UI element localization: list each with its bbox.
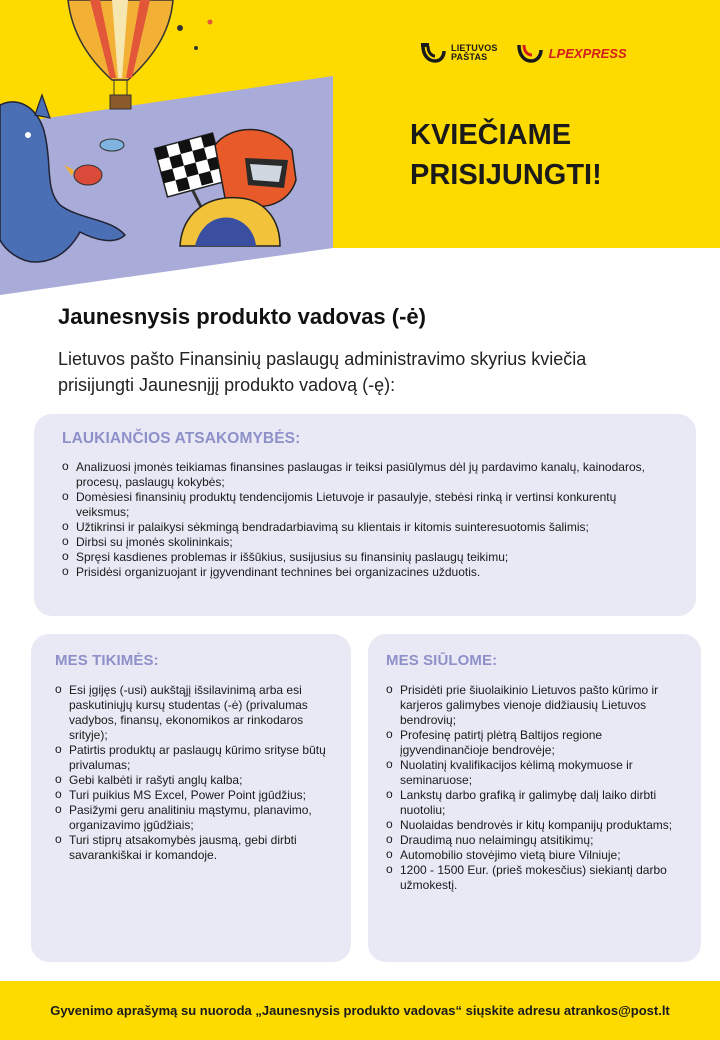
footer-bar	[0, 981, 720, 1040]
logo-lp-line1: LIETUVOS	[451, 43, 498, 53]
list-item: o Patirtis produktų ar paslaugų kūrimo srityse būtų privalumas;	[55, 743, 331, 773]
lpexpress-logo-text: LPEXPRESS	[548, 45, 627, 61]
list-item: o Užtikrinsi ir palaikysi sėkmingą bendradarbiavimą su klientais ir kitomis suinteresuotomis šalimis;	[62, 520, 668, 535]
offer-heading: MES SIŪLOME:	[386, 652, 498, 669]
list-item: o Esi įgijęs (-usi) aukštąjį išsilavinimą arba esi paskutiniųjų kursų studentas (-ė) (privalumas vadybos, finansų, ekonomikos ar rinkodaros srityje);	[55, 683, 331, 743]
list-item: o Pasižymi geru analitiniu mąstymu, planavimo, organizavimo įgūdžiais;	[55, 803, 331, 833]
post-horn-icon	[420, 42, 446, 64]
logo-lp-line2: PAŠTAS	[451, 52, 488, 62]
fish-illustration	[100, 139, 124, 151]
list-item: o Prisidėsi organizuojant ir įgyvendinant technines bei organizacines užduotis.	[62, 565, 668, 580]
hero-headline	[410, 115, 700, 195]
responsibilities-heading: LAUKIANČIOS ATSAKOMYBĖS:	[62, 430, 301, 447]
headline-line2: PRISIJUNGTI!	[410, 159, 602, 191]
lietuvos-pastas-logo	[420, 42, 498, 64]
responsibilities-card	[34, 414, 696, 616]
list-item: o Automobilio stovėjimo vietą biure Vilniuje;	[386, 848, 683, 863]
balloon-illustration	[68, 0, 173, 109]
list-item: o Prisidėti prie šiuolaikinio Lietuvos pašto kūrimo ir karjeros galimybes vienoje didžiausių Lietuvos bendrovių;	[386, 683, 683, 728]
list-item: o Turi puikius MS Excel, Power Point įgūdžius;	[55, 788, 331, 803]
job-intro: Lietuvos pašto Finansinių paslaugų administravimo skyrius kviečia prisijungti Jaunesnįjį produkto vadovą (-ę):	[58, 349, 587, 395]
list-item: o Gebi kalbėti ir rašyti anglų kalba;	[55, 773, 331, 788]
offer-list	[386, 683, 683, 893]
lpexpress-mark-icon	[516, 42, 544, 64]
list-item: o Domėsiesi finansinių produktų tendencijomis Lietuvoje ir pasaulyje, stebėsi rinką ir vertinsi konkurentų veiksmus;	[62, 490, 668, 520]
logo-row	[420, 42, 627, 64]
list-item: o Profesinę patirtį plėtrą Baltijos regione įgyvendinančioje bendrovėje;	[386, 728, 683, 758]
list-item: o Nuolaidas bendrovės ir kitų kompanijų produktams;	[386, 818, 683, 833]
list-item: o Analizuosi įmonės teikiamas finansines paslaugas ir teiksi pasiūlymus dėl jų pardavimo kanalų, kainodaros, procesų, paslaugų kokybės;	[62, 460, 668, 490]
expectations-heading: MES TIKIMĖS:	[55, 652, 159, 669]
job-title: Jaunesnysis produkto vadovas (-ė)	[58, 304, 426, 329]
list-item: o Nuolatinį kvalifikacijos kėlimą mokymuose ir seminaruose;	[386, 758, 683, 788]
list-item: o Lankstų darbo grafiką ir galimybę dalį laiko dirbti nuotoliu;	[386, 788, 683, 818]
expectations-card	[31, 634, 351, 962]
list-item: o Dirbsi su įmonės skolininkais;	[62, 535, 668, 550]
list-item: o Draudimą nuo nelaimingų atsitikimų;	[386, 833, 683, 848]
offer-card	[368, 634, 701, 962]
lpexpress-logo	[516, 42, 627, 64]
expectations-list	[55, 683, 331, 863]
list-item: o Turi stiprų atsakomybės jausmą, gebi dirbti savarankiškai ir komandoje.	[55, 833, 331, 863]
decor-stars	[177, 20, 213, 51]
headline-line1: KVIEČIAME	[410, 119, 572, 151]
footer-apply-text: Gyvenimo aprašymą su nuoroda „Jaunesnysis produkto vadovas“ siųskite adresu atrankos@post.lt	[50, 1003, 670, 1018]
list-item: o Spręsi kasdienes problemas ir iššūkius, susijusius su finansinių paslaugų teikimu;	[62, 550, 668, 565]
list-item: o 1200 - 1500 Eur. (prieš mokesčius) siekiantį darbo užmokestį.	[386, 863, 683, 893]
responsibilities-list	[62, 460, 668, 580]
